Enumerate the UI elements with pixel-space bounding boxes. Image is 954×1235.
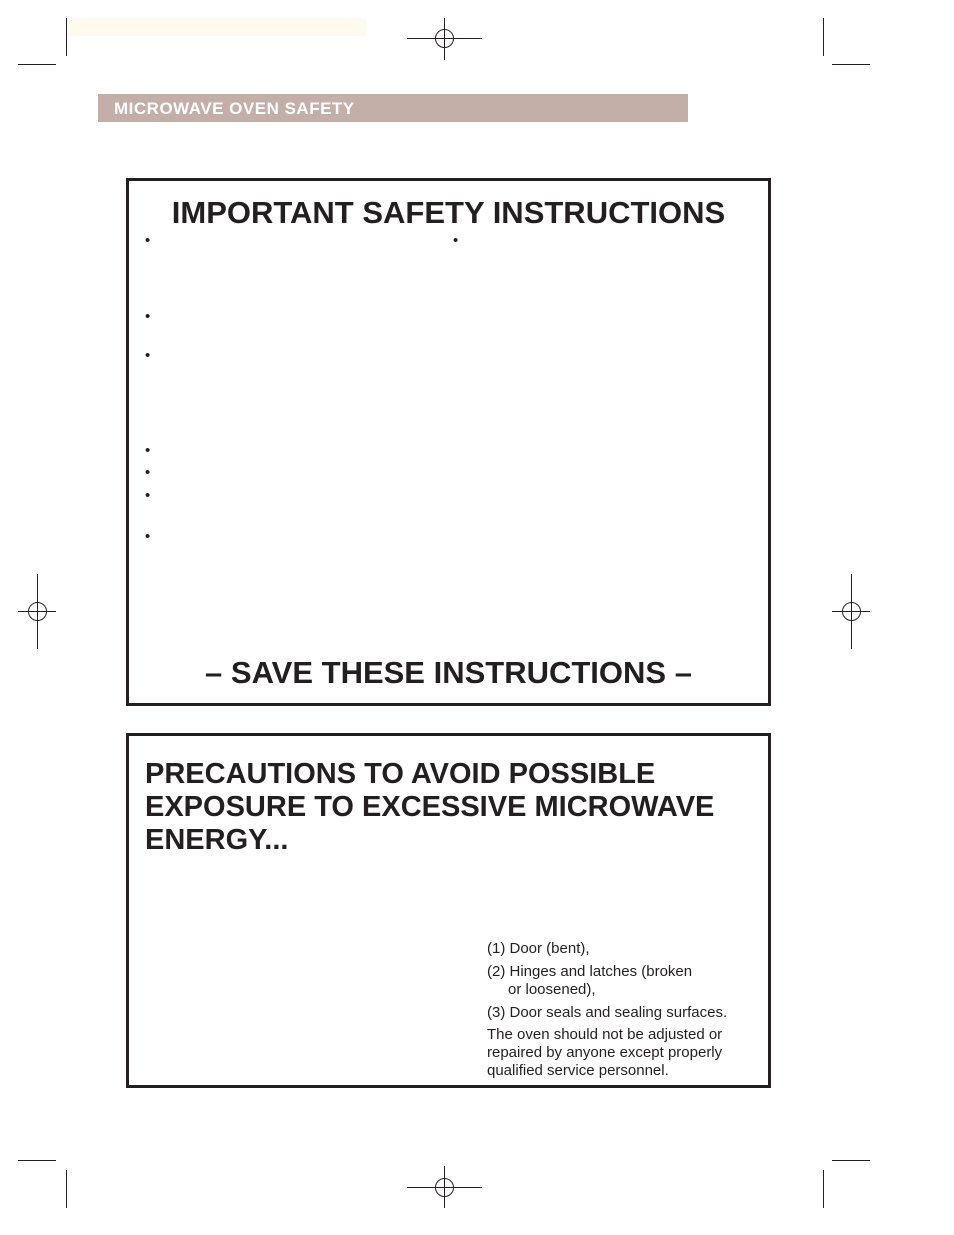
precautions-title bbox=[145, 758, 755, 857]
save-instructions-footer: – SAVE THESE INSTRUCTIONS – bbox=[205, 655, 692, 690]
safety-instructions-title: IMPORTANT SAFETY INSTRUCTIONS bbox=[171, 195, 726, 230]
bullet: • bbox=[145, 528, 151, 545]
bullet: • bbox=[145, 442, 151, 459]
bullet: • bbox=[145, 464, 151, 481]
corner-tint bbox=[68, 18, 366, 36]
service-note-line: repaired by anyone except properly bbox=[487, 1044, 723, 1061]
safety-instructions-box bbox=[126, 178, 771, 706]
precautions-box bbox=[126, 733, 771, 1088]
section-header-label: MICROWAVE OVEN SAFETY bbox=[114, 99, 355, 118]
precautions-title-line: EXPOSURE TO EXCESSIVE MICROWAVE bbox=[145, 791, 715, 823]
list-item: (1) Door (bent), bbox=[487, 940, 590, 957]
bullet: • bbox=[145, 308, 151, 325]
bullet: • bbox=[145, 347, 151, 364]
bullet: • bbox=[145, 232, 151, 249]
bullet: • bbox=[145, 487, 151, 504]
list-item: or loosened), bbox=[508, 981, 596, 998]
precautions-title-line: PRECAUTIONS TO AVOID POSSIBLE bbox=[145, 758, 656, 790]
section-header bbox=[98, 94, 688, 122]
bullet: • bbox=[453, 232, 459, 249]
service-note bbox=[487, 1026, 757, 1080]
list-item: (3) Door seals and sealing surfaces. bbox=[487, 1004, 728, 1021]
precautions-list bbox=[487, 940, 757, 1080]
list-item: (2) Hinges and latches (broken bbox=[487, 963, 693, 980]
precautions-title-line: ENERGY... bbox=[145, 824, 289, 856]
service-note-line: The oven should not be adjusted or bbox=[487, 1026, 723, 1043]
service-note-line: qualified service personnel. bbox=[487, 1062, 669, 1079]
